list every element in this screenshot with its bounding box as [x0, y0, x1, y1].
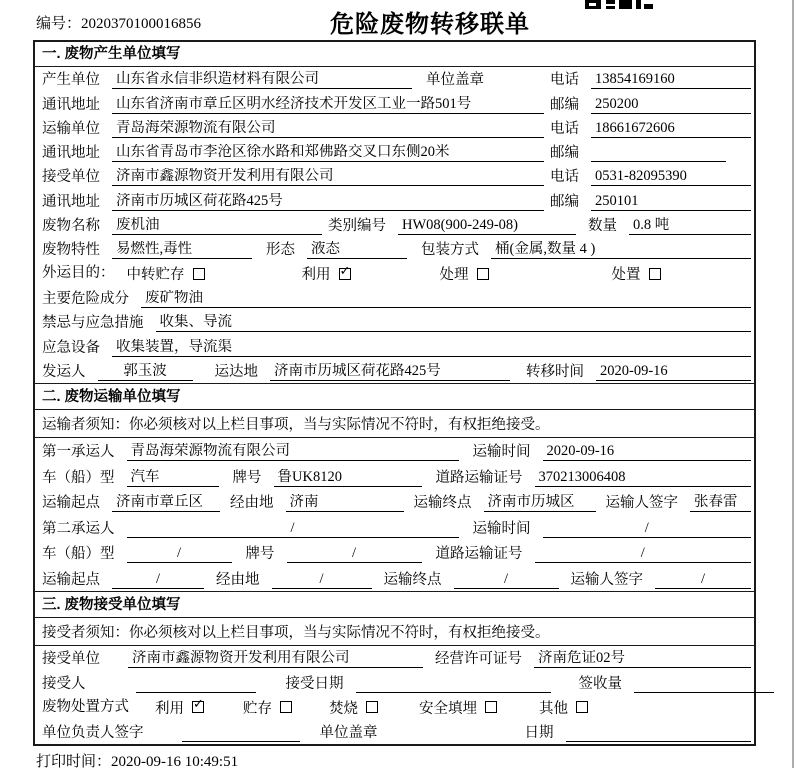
route1-sign-label: 运输人签字: [605, 495, 678, 512]
producer-zip-value: 250200: [591, 96, 751, 114]
hazard-component-row: [35, 286, 754, 310]
purpose-option-use: [302, 263, 440, 284]
waste-traits-row: [35, 237, 754, 261]
scan-page-edge: [792, 0, 794, 768]
transporter-address-value: 山东省青岛市李沧区徐水路和郑佛路交叉口东侧20米: [112, 144, 544, 162]
receiver-phone-label: 电话: [550, 169, 579, 186]
serial-label: 编号：: [36, 16, 82, 32]
route2-origin-value: /: [112, 571, 204, 589]
disposal-other-label: 其他: [539, 700, 568, 717]
route1-end-value: 济南市历城区: [484, 494, 596, 512]
receiver-zip-value: 250101: [591, 193, 751, 211]
disposal-option-use: [155, 697, 243, 718]
route2-sign-value: /: [655, 571, 751, 589]
receiver-address-value: 济南市历城区荷花路425号: [112, 193, 544, 211]
route2-sign-label: 运输人签字: [570, 571, 643, 588]
transfer-time-label: 转移时间: [526, 363, 584, 380]
accept-unit-row: [35, 646, 754, 671]
plate1-value: 鲁UK8120: [274, 469, 422, 487]
first-carrier-value: 青岛海荣源物流有限公司: [127, 443, 459, 461]
section3-header: 三. 废物接受单位填写: [35, 591, 754, 618]
operating-license-label: 经营许可证号: [435, 651, 522, 668]
transporter-address-row: [35, 140, 754, 164]
plate2-value: /: [287, 545, 422, 563]
route2-row: [35, 565, 754, 591]
route1-origin-label: 运输起点: [42, 495, 100, 512]
taboo-measures-row: [35, 310, 754, 334]
accept-person-row: [35, 670, 754, 695]
check-mark: ✓: [193, 697, 204, 713]
transporter-address-label: 通讯地址: [42, 145, 100, 162]
shipper-label: 发运人: [42, 363, 86, 380]
transfer-purpose-row: [35, 261, 754, 285]
signed-amount-label: 签收量: [578, 676, 622, 693]
receiver-label: 接受单位: [42, 169, 100, 186]
route1-via-label: 经由地: [230, 495, 274, 512]
checkbox-unchecked-icon: [366, 701, 378, 713]
route1-origin-value: 济南市章丘区: [112, 494, 220, 512]
producer-address-value: 山东省济南市章丘区明水经济技术开发区工业一路501号: [112, 96, 544, 114]
transport-time2-label: 运输时间: [472, 520, 531, 537]
operating-license-value: 济南危证02号: [534, 650, 751, 668]
waste-category-label: 类别编号: [328, 218, 386, 235]
page-title: 危险废物转移联单: [330, 11, 530, 38]
check-mark: ✓: [339, 263, 351, 279]
shipper-value: 郭玉波: [98, 363, 193, 381]
date-label: 日期: [524, 725, 554, 742]
producer-address-label: 通讯地址: [42, 96, 100, 113]
checkbox-unchecked-icon: [576, 701, 588, 713]
vehicle1-type-value: 汽车: [127, 469, 219, 487]
disposal-option-burn: [329, 697, 419, 718]
checkbox-unchecked-icon: [649, 268, 661, 280]
accept-person-label: 接受人: [42, 676, 86, 693]
producer-seal-label: 单位盖章: [426, 72, 484, 89]
plate2-label: 牌号: [245, 546, 275, 563]
destination-value: 济南市历城区荷花路425号: [270, 363, 510, 381]
vehicle1-row: [35, 463, 754, 489]
accept-person-value: [136, 676, 256, 693]
first-carrier-label: 第一承运人: [42, 444, 115, 461]
second-carrier-value: /: [127, 520, 459, 538]
waste-traits-value: 易燃性,毒性: [112, 241, 252, 259]
waste-qty-value: 0.8 吨: [629, 217, 751, 235]
transporter-value: 青岛海荣源物流有限公司: [112, 120, 544, 138]
disposal-use-label: 利用: [155, 700, 184, 717]
route2-end-value: /: [454, 571, 559, 589]
transporter-label: 运输单位: [42, 120, 100, 137]
checkbox-unchecked-icon: [485, 701, 497, 713]
disposal-store-label: 贮存: [243, 700, 272, 717]
checkbox-checked-icon: [192, 697, 204, 713]
transport-time2-value: /: [543, 520, 752, 538]
producer-phone-value: 13854169160: [591, 71, 751, 89]
disposal-method-row: [35, 695, 754, 720]
checkbox-unchecked-icon: [477, 268, 489, 280]
disposal-option-landfill: [419, 697, 539, 718]
first-carrier-row: [35, 438, 754, 464]
print-time-value: 2020-09-16 10:49:51: [111, 754, 239, 768]
responsible-sign-value: [182, 725, 300, 742]
receiver-value: 济南市鑫源物资开发利用有限公司: [112, 168, 544, 186]
vehicle1-type-label: 车（船）型: [42, 469, 115, 486]
route1-row: [35, 489, 754, 515]
taboo-measures-label: 禁忌与应急措施: [42, 315, 144, 332]
transfer-time-value: 2020-09-16: [596, 363, 751, 381]
second-carrier-row: [35, 514, 754, 540]
qr-code-fragment: [585, 0, 653, 11]
transporter-zip-label: 邮编: [550, 145, 579, 162]
date-value: [566, 725, 752, 742]
packing-value: 桶(金属,数量 4 ): [491, 241, 751, 259]
print-time-label: 打印时间：: [36, 754, 112, 768]
shipper-row: [35, 359, 754, 383]
unit-seal-label: 单位盖章: [319, 725, 378, 742]
accept-unit-label: 接受单位: [42, 651, 100, 668]
hazard-component-value: 废矿物油: [141, 290, 751, 308]
transporter-row: [35, 116, 754, 140]
signed-amount-value: [634, 676, 774, 693]
receiver-row: [35, 164, 754, 188]
transporter-phone-value: 18661672606: [591, 120, 751, 138]
purpose-dispose-label: 处置: [611, 267, 641, 284]
transfer-purpose-label: 外运目的：: [42, 265, 115, 282]
responsible-sign-label: 单位负责人签字: [42, 725, 144, 742]
disposal-landfill-label: 安全填埋: [419, 700, 477, 717]
taboo-measures-value: 收集、导流: [156, 314, 752, 332]
emergency-equipment-row: [35, 334, 754, 358]
checkbox-unchecked-icon: [193, 268, 205, 280]
waste-name-value: 废机油: [112, 217, 322, 235]
responsible-sign-row: [35, 720, 754, 745]
accept-unit-value: 济南市鑫源物资开发利用有限公司: [128, 650, 423, 668]
purpose-option-treat: [440, 263, 612, 284]
receiver-zip-label: 邮编: [550, 193, 579, 210]
producer-phone-label: 电话: [550, 72, 579, 89]
receiver-address-row: [35, 188, 754, 212]
waste-name-row: [35, 213, 754, 237]
route2-origin-label: 运输起点: [42, 571, 100, 588]
route1-end-label: 运输终点: [413, 495, 472, 512]
emergency-equipment-label: 应急设备: [42, 339, 100, 356]
plate1-label: 牌号: [232, 469, 262, 486]
receiver-phone-value: 0531-82095390: [591, 168, 751, 186]
route2-via-label: 经由地: [216, 571, 260, 588]
waste-name-label: 废物名称: [42, 218, 100, 235]
waste-category-value: HW08(900-249-08): [398, 217, 576, 235]
purpose-treat-label: 处理: [439, 267, 469, 284]
transfer-form-table: [33, 40, 756, 746]
disposal-option-other: [539, 697, 588, 718]
road-license1-label: 道路运输证号: [435, 469, 523, 486]
route2-via-value: /: [272, 571, 372, 589]
vehicle2-row: [35, 540, 754, 566]
disposal-option-store: [243, 697, 329, 718]
section1-header: 一. 废物产生单位填写: [35, 42, 754, 67]
checkbox-checked-icon: [339, 263, 351, 280]
route1-sign-value: 张春雷: [690, 494, 751, 512]
transport-time1-value: 2020-09-16: [543, 443, 752, 461]
serial-value: 2020370100016856: [81, 16, 202, 32]
print-time: [36, 750, 238, 768]
waste-traits-label: 废物特性: [42, 242, 100, 259]
transporter-zip-value: [591, 145, 726, 162]
purpose-option-storage: [127, 263, 302, 284]
producer-value: 山东省永信非织造材料有限公司: [112, 71, 412, 89]
disposal-method-label: 废物处置方式: [42, 698, 129, 715]
accept-date-value: [356, 676, 551, 693]
transport-time1-label: 运输时间: [472, 444, 531, 461]
accept-date-label: 接受日期: [285, 676, 344, 693]
waste-qty-label: 数量: [588, 218, 617, 235]
serial-number: [36, 12, 201, 33]
packing-label: 包装方式: [421, 242, 479, 259]
road-license2-value: /: [535, 545, 752, 563]
purpose-storage-label: 中转贮存: [126, 267, 185, 284]
emergency-equipment-value: 收集装置，导流渠: [112, 339, 751, 357]
disposal-burn-label: 焚烧: [329, 700, 358, 717]
route1-via-value: 济南: [286, 494, 404, 512]
producer-zip-label: 邮编: [550, 96, 579, 113]
destination-label: 运达地: [214, 363, 258, 380]
checkbox-unchecked-icon: [280, 701, 292, 713]
purpose-use-label: 利用: [301, 267, 331, 284]
transporter-notice: 运输者须知：你必须核对以上栏目事项，当与实际情况不符时，有权拒绝接受。: [35, 410, 754, 438]
road-license1-value: 370213006408: [535, 469, 752, 487]
waste-form-value: 液态: [307, 241, 407, 259]
second-carrier-label: 第二承运人: [42, 520, 115, 537]
receiver-address-label: 通讯地址: [42, 193, 100, 210]
waste-form-label: 形态: [266, 242, 295, 259]
route2-end-label: 运输终点: [383, 571, 442, 588]
producer-address-row: [35, 91, 754, 115]
receiver-notice: 接受者须知：你必须核对以上栏目事项，当与实际情况不符时，有权拒绝接受。: [35, 618, 754, 646]
producer-label: 产生单位: [42, 72, 100, 89]
vehicle2-type-value: /: [127, 545, 232, 563]
road-license2-label: 道路运输证号: [435, 546, 523, 563]
producer-row: [35, 67, 754, 91]
section2-header: 二. 废物运输单位填写: [35, 383, 754, 410]
hazard-component-label: 主要危险成分: [42, 290, 129, 307]
transporter-phone-label: 电话: [550, 120, 579, 137]
purpose-option-dispose: [612, 263, 661, 284]
vehicle2-type-label: 车（船）型: [42, 546, 115, 563]
